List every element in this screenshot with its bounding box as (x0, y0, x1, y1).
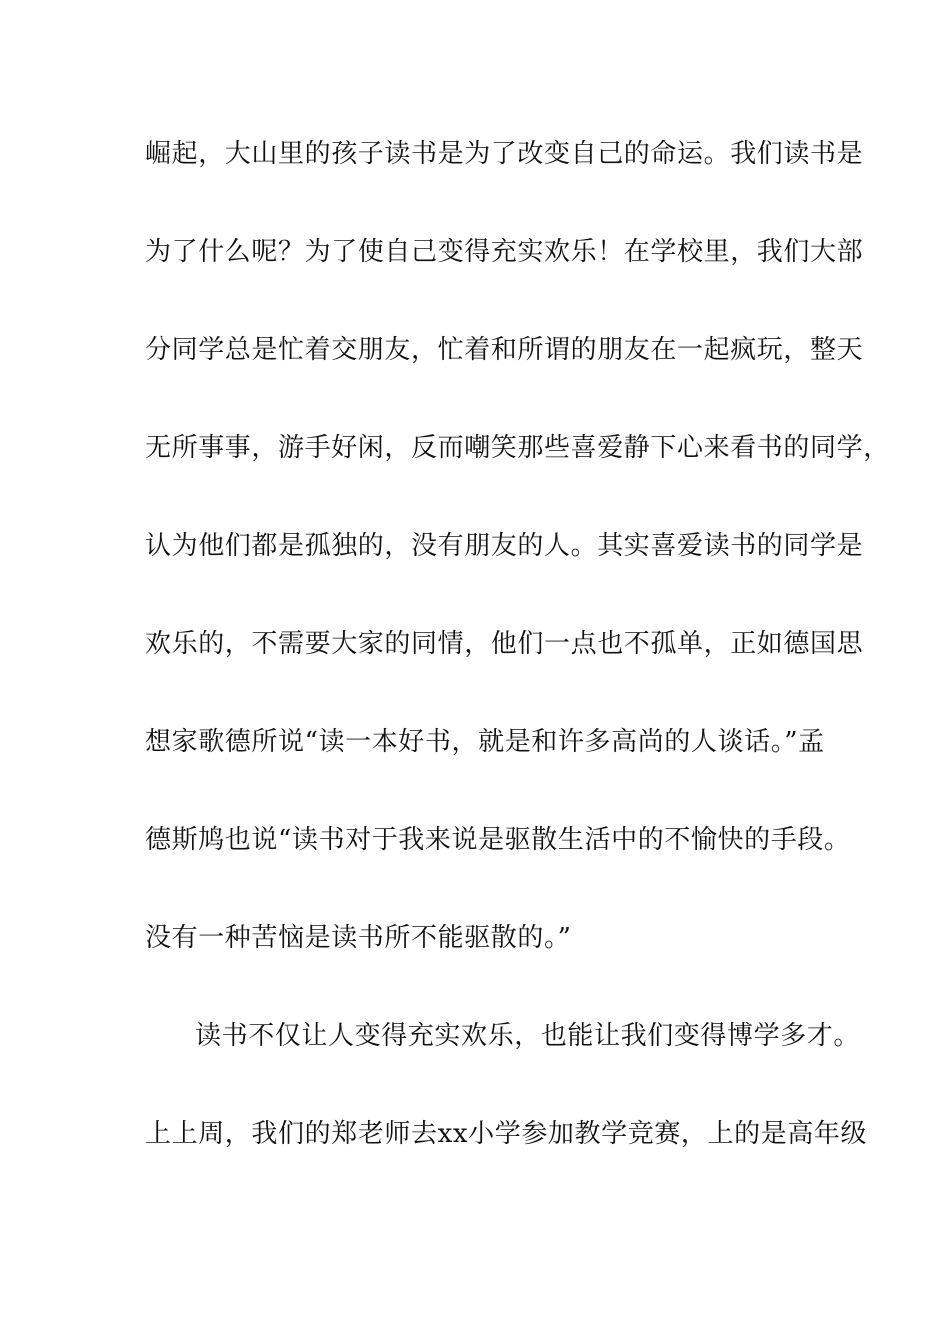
text-line: 上上周，我们的郑老师去xx小学参加教学竞赛，上的是高年级 (145, 1119, 868, 1149)
text-line: 无所事事，游手好闲，反而嘲笑那些喜爱静下心来看书的同学， (145, 433, 890, 463)
text-line: 想家歌德所说“读一本好书，就是和许多高尚的人谈话。”孟 (145, 727, 825, 757)
text-line: 认为他们都是孤独的，没有朋友的人。其实喜爱读书的同学是 (145, 531, 864, 561)
text-line: 欢乐的，不需要大家的同情，他们一点也不孤单，正如德国思 (145, 629, 864, 659)
text-line: 分同学总是忙着交朋友，忙着和所谓的朋友在一起疯玩，整天 (145, 335, 864, 365)
text-line: 德斯鸠也说“读书对于我来说是驱散生活中的不愉快的手段。 (145, 825, 851, 855)
text-line: 为了什么呢？为了使自己变得充实欢乐！在学校里，我们大部 (145, 237, 864, 267)
text-line: 崛起，大山里的孩子读书是为了改变自己的命运。我们读书是 (145, 139, 864, 169)
paragraph-first-line: 读书不仅让人变得充实欢乐，也能让我们变得博学多才。 (195, 1021, 861, 1051)
text-line: 没有一种苦恼是读书所不能驱散的。” (145, 923, 572, 953)
